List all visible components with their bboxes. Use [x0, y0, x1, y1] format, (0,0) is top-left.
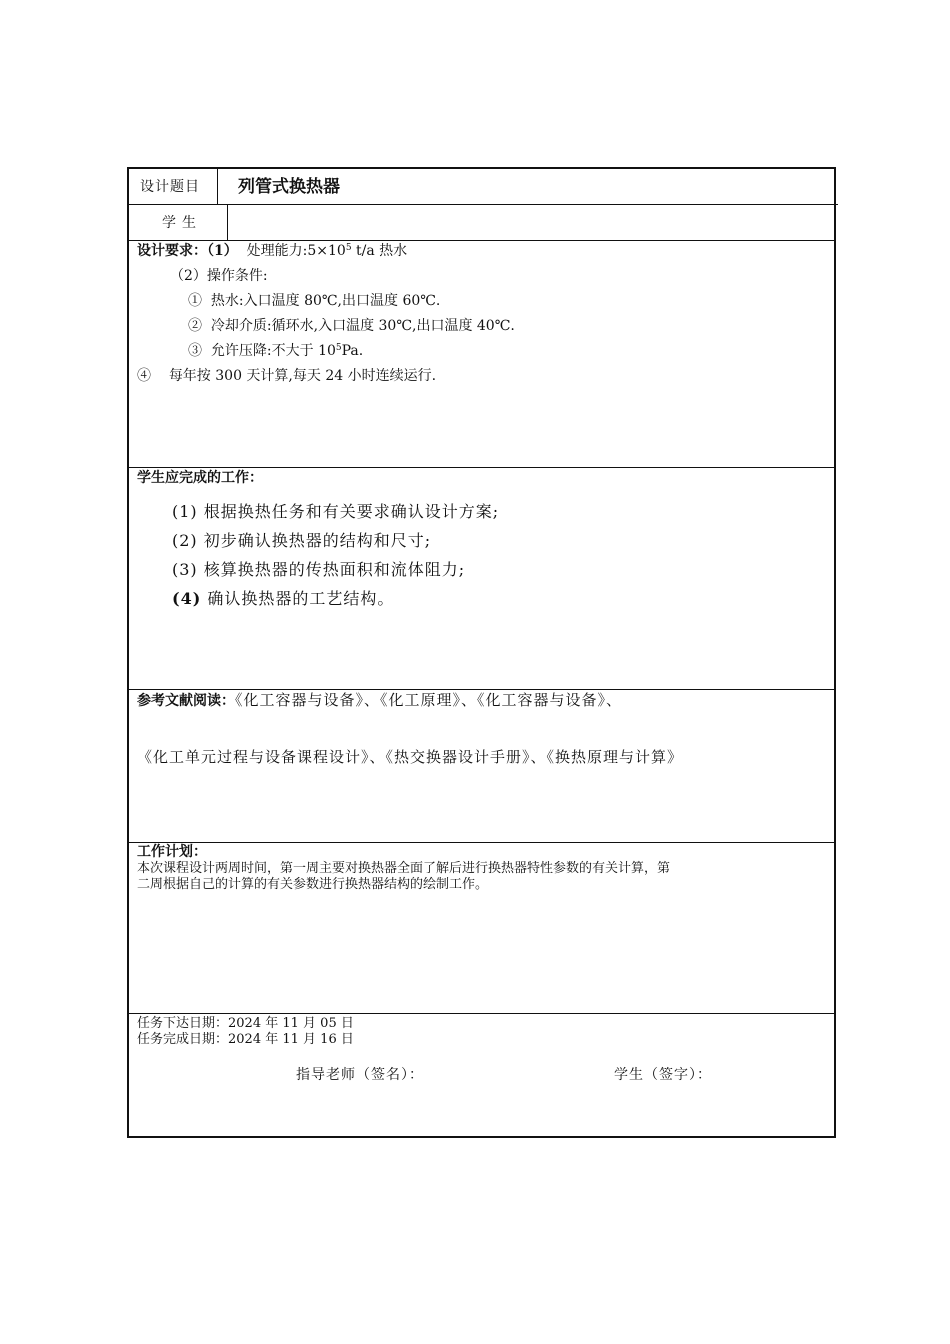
requirements-item1-sup: 5: [345, 243, 352, 253]
references-line1-text: 《化工容器与设备》、《化工原理》、《化工容器与设备》、: [235, 691, 623, 709]
issue-date: [137, 1016, 354, 1032]
row-divider-work: [127, 689, 836, 690]
requirements-item4-num: ④: [137, 368, 151, 384]
complete-date-value: 2024 年 11 月 16 日: [228, 1032, 354, 1047]
work-item-2-num: (2): [172, 531, 198, 550]
requirements-item4: [137, 367, 436, 385]
requirements-sub1-num: ①: [188, 293, 202, 309]
requirements-item1-pre: 处理能力:5×10: [246, 243, 346, 259]
complete-date-label: 任务完成日期：: [137, 1032, 229, 1047]
references-line2: 《化工单元过程与设备课程设计》、《热交换器设计手册》、《换热原理与计算》: [137, 748, 684, 766]
work-item-3: [172, 560, 465, 580]
work-item-4-text: 确认换热器的工艺结构。: [207, 589, 395, 608]
task-form: [127, 167, 836, 1138]
work-item-1-text: 根据换热任务和有关要求确认设计方案;: [203, 502, 500, 521]
work-item-3-text: 核算换热器的传热面积和流体阻力;: [203, 560, 466, 579]
requirements-item1-num: （1）: [207, 243, 238, 259]
requirements-heading: 设计要求：: [137, 243, 207, 259]
requirements-item4-text: 每年按 300 天计算,每天 24 小时连续运行.: [168, 368, 437, 384]
row-divider-topic: [129, 204, 838, 205]
issue-date-label: 任务下达日期：: [137, 1016, 229, 1031]
topic-label: 设计题目: [140, 179, 200, 195]
requirements-item2: （2）操作条件:: [170, 268, 268, 284]
work-item-1: [172, 502, 499, 522]
plan-line1: 本次课程设计两周时间，第一周主要对换热器全面了解后进行换热器特性参数的有关计算，第: [137, 861, 671, 876]
work-item-4: [172, 589, 394, 609]
work-item-2: [172, 531, 431, 551]
references-line1: [137, 691, 622, 710]
cell-divider-topic: [217, 168, 218, 204]
work-item-4-num: (4): [172, 589, 202, 608]
row-divider-requirements: [127, 467, 836, 468]
requirements-sub3: [188, 342, 363, 360]
requirements-sub2-text: 冷却介质:循环水,入口温度 30℃,出口温度 40℃.: [210, 318, 515, 334]
plan-heading: 工作计划：: [137, 844, 207, 860]
row-divider-student: [127, 240, 836, 241]
complete-date: [137, 1032, 354, 1048]
student-signature-label: 学生（签字）：: [614, 1067, 712, 1083]
references-heading: 参考文献阅读：: [137, 693, 235, 709]
row-divider-references: [127, 842, 836, 843]
issue-date-value: 2024 年 11 月 05 日: [228, 1016, 354, 1031]
requirements-sub2-num: ②: [188, 318, 202, 334]
work-item-3-num: (3): [172, 560, 198, 579]
requirements-item1-post: t/a 热水: [351, 243, 408, 259]
row-divider-plan: [127, 1013, 836, 1014]
requirements-sub3-pre: 允许压降:不大于 10: [210, 343, 336, 359]
requirements-sub1-text: 热水:入口温度 80℃,出口温度 60℃.: [210, 293, 441, 309]
work-item-1-num: (1): [172, 502, 198, 521]
requirements-sub1: [188, 292, 440, 310]
requirements-sub2: [188, 317, 515, 335]
cell-divider-student: [227, 204, 228, 240]
plan-line2: 二周根据自己的计算的有关参数进行换热器结构的绘制工作。: [137, 877, 489, 892]
topic-value: 列管式换热器: [238, 177, 340, 197]
requirements-sub3-post: Pa.: [341, 343, 364, 359]
student-label: 学生: [162, 215, 202, 231]
requirements-sub3-sup: 5: [335, 343, 342, 353]
work-heading: 学生应完成的工作：: [137, 470, 263, 486]
requirements-item1: [137, 242, 407, 260]
teacher-signature-label: 指导老师（签名）：: [296, 1067, 424, 1083]
work-item-2-text: 初步确认换热器的结构和尺寸;: [203, 531, 432, 550]
requirements-sub3-num: ③: [188, 343, 202, 359]
